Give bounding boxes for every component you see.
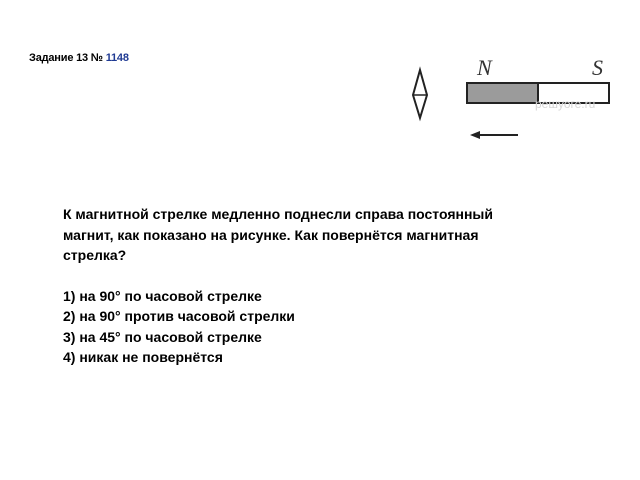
answer-options [63,286,493,368]
answer-option: 2) на 90° против часовой стрелки [63,308,295,324]
north-pole-label: N [477,55,492,80]
arrow-left-icon [470,131,518,139]
task-number-link[interactable]: 1148 [105,52,129,64]
task-header [29,52,129,64]
compass-needle-icon [413,70,427,118]
question-text: К магнитной стрелке медленно поднесли справа постоянный магнит, как показано на рисунке. Как повернётся магнитная стрелка? [63,206,493,263]
task-label: Задание 13 № [29,52,103,64]
south-pole-label: S [592,55,603,80]
answer-option: 4) никак не повернётся [63,349,223,365]
problem-block [63,204,493,368]
answer-option: 1) на 90° по часовой стрелке [63,287,262,304]
answer-option: 3) на 45° по часовой стрелке [63,328,262,345]
magnet-north-half [467,83,538,103]
watermark: решуоге.ru [535,97,596,111]
